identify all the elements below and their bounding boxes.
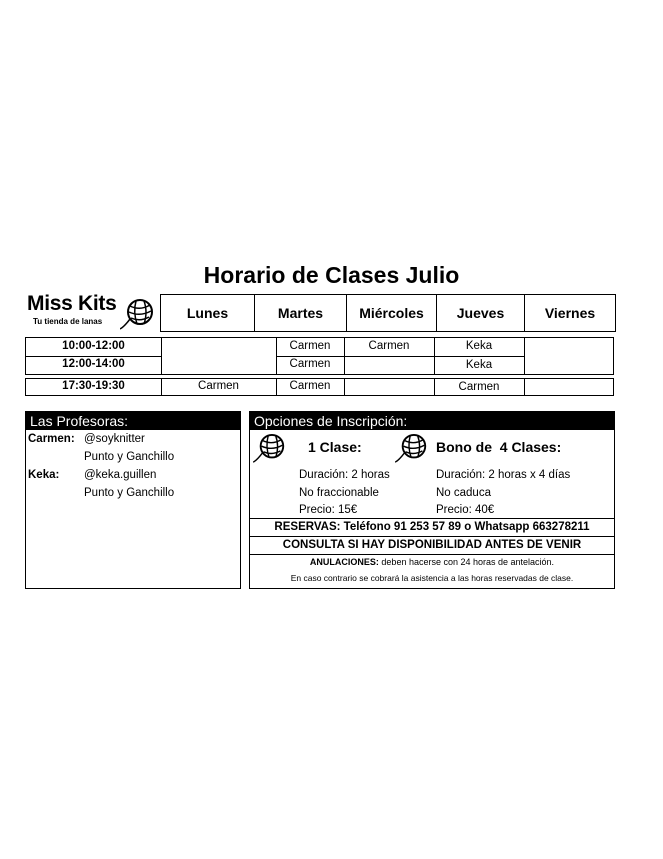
slot-2-martes: Carmen (289, 358, 331, 370)
anulaciones-label: ANULACIONES: (309, 557, 379, 567)
slot-3-martes: Carmen (289, 380, 331, 392)
slot-1-jueves: Keka (465, 340, 493, 352)
logo-name: Miss Kits (27, 292, 117, 315)
reservas-contact: Teléfono 91 253 57 89 o Whatsapp 663278211 (340, 521, 590, 533)
slot-1-miercoles: Carmen (368, 340, 410, 352)
time-slot-1: 10:00-12:00 (62, 340, 125, 352)
day-header-martes: Martes (254, 295, 346, 331)
day-header-viernes: Viernes (524, 295, 615, 331)
page-title: Horario de Clases Julio (203, 262, 460, 288)
logo-tagline: Tu tienda de lanas (33, 317, 103, 326)
reservas-line (250, 521, 614, 533)
yarn-ball-icon (253, 433, 289, 465)
time-slot-2: 12:00-14:00 (62, 358, 125, 370)
single-price: Precio: 15€ (299, 504, 358, 516)
anulaciones-line (250, 557, 614, 567)
slot-1-martes: Carmen (289, 340, 331, 352)
footnote: En caso contrario se cobrará la asistencia a las horas reservadas de clase. (290, 573, 574, 583)
bundle-price: Precio: 40€ (436, 504, 495, 516)
teacher-carmen-handle: @soyknitter (84, 433, 145, 445)
consulta-notice: CONSULTA SI HAY DISPONIBILIDAD ANTES DE VENIR (282, 539, 582, 551)
bundle-title: Bono de 4 Clases: (436, 439, 562, 455)
bundle-note: No caduca (436, 487, 491, 499)
teacher-carmen-name: Carmen: (28, 433, 75, 445)
yarn-ball-icon (120, 297, 158, 331)
single-note: No fraccionable (299, 487, 379, 499)
miss-kits-logo (25, 292, 160, 332)
slot-2-jueves: Keka (465, 359, 493, 371)
slot-3-lunes: Carmen (198, 380, 239, 392)
time-slot-3: 17:30-19:30 (62, 380, 125, 392)
teachers-panel (25, 411, 241, 589)
single-class-title: 1 Clase: (308, 439, 362, 455)
teacher-carmen-specialty: Punto y Ganchillo (84, 451, 175, 463)
single-duration: Duración: 2 horas (299, 469, 390, 481)
reservas-label: RESERVAS: (274, 521, 341, 533)
options-panel (249, 411, 615, 589)
days-header (160, 294, 616, 332)
day-header-miercoles: Miércoles (346, 295, 436, 331)
anulaciones-text: deben hacerse con 24 horas de antelación. (378, 557, 555, 567)
teacher-keka-specialty: Punto y Ganchillo (84, 487, 175, 499)
slot-3-jueves: Carmen (458, 381, 500, 393)
schedule-block-morning (25, 337, 614, 375)
teacher-keka-handle: @keka.guillen (84, 469, 157, 481)
day-header-lunes: Lunes (186, 305, 229, 321)
bundle-duration: Duración: 2 horas x 4 días (436, 469, 571, 481)
teachers-heading: Las Profesoras: (26, 412, 240, 430)
options-heading: Opciones de Inscripción: (250, 412, 614, 430)
yarn-ball-icon (395, 433, 431, 465)
teacher-keka-name: Keka: (28, 469, 60, 481)
day-header-jueves: Jueves (436, 295, 524, 331)
schedule-block-evening (25, 378, 614, 396)
